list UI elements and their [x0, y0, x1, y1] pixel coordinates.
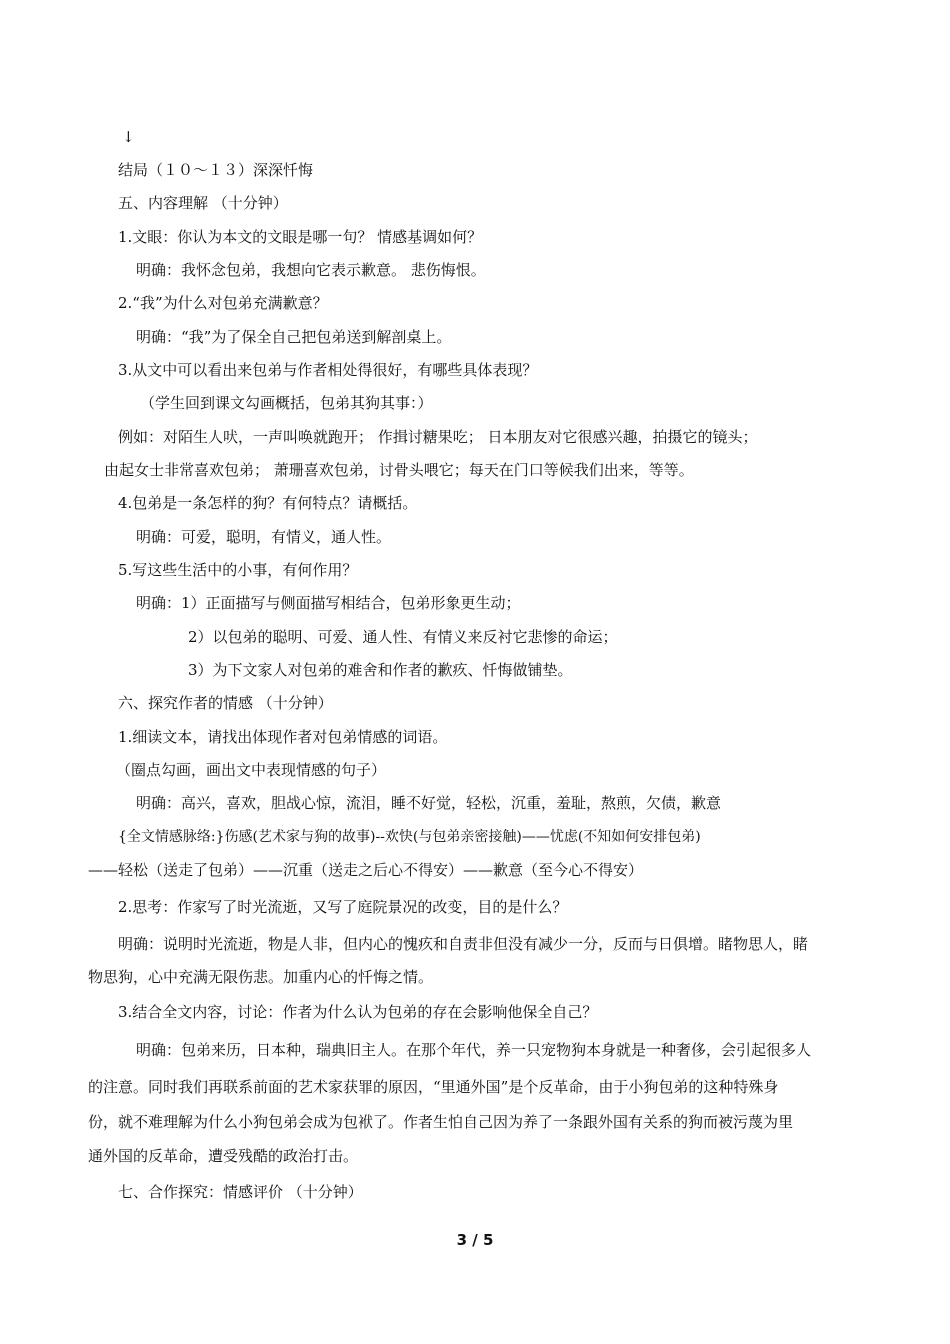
answer-line: 明确：说明时光流逝，物是人非，但内心的愧疚和自责非但没有减少一分，反而与日俱增。睹物思人，睹	[118, 935, 809, 953]
question-line: 2.思考：作家写了时光流逝，又写了庭院景况的改变，目的是什么？	[118, 898, 568, 916]
section-heading: 七、合作探究：情感评价 （十分钟）	[118, 1183, 363, 1201]
section-heading: 六、探究作者的情感 （十分钟）	[118, 694, 333, 712]
answer-line: 份，就不难理解为什么小狗包弟会成为包袱了。作者生怕自己因为养了一条跟外国有关系的狗而被污蔑为里	[88, 1113, 794, 1131]
text-line: {全文情感脉络:}伤感(艺术家与狗的故事)--欢快(与包弟亲密接触)——忧虑(不知如何安排包弟)	[118, 829, 701, 845]
answer-line: 通外国的反革命，遭受残酷的政治打击。	[88, 1147, 359, 1165]
text-line: 例如：对陌生人吠，一声叫唤就跑开； 作揖讨糖果吃； 日本朋友对它很感兴趣，拍摄它的镜头；	[118, 428, 758, 446]
question-line: 5.写这些生活中的小事，有何作用？	[118, 561, 358, 579]
answer-line: 明确：“我”为了保全自己把包弟送到解剖桌上。	[136, 328, 452, 346]
text-line: 结局（１０～１３）深深忏悔	[118, 161, 314, 179]
question-line: 1.文眼：你认为本文的文眼是哪一句？ 情感基调如何？	[118, 228, 483, 246]
question-line: 4.包弟是一条怎样的狗？有何特点？请概括。	[118, 494, 418, 512]
answer-line: 明确：可爱，聪明，有情义，通人性。	[136, 528, 392, 546]
text-line: （圈点勾画，画出文中表现情感的句子）	[116, 761, 387, 779]
text-line: 由起女士非常喜欢包弟； 萧珊喜欢包弟，讨骨头喂它；每天在门口等候我们出来，等等。	[104, 461, 694, 479]
text-line: ——轻松（送走了包弟）——沉重（送走之后心不得安）——歉意（至今心不得安）	[88, 861, 644, 879]
answer-line: 明确：1）正面描写与侧面描写相结合，包弟形象更生动；	[136, 594, 521, 612]
section-heading: 五、内容理解 （十分钟）	[118, 194, 288, 212]
arrow-line: ↓	[122, 128, 135, 146]
answer-line: 物思狗，心中充满无限伤悲。加重内心的忏悔之情。	[88, 968, 434, 986]
page-number: 3 / 5	[456, 1231, 494, 1249]
answer-line: 2）以包弟的聪明、可爱、通人性、有情义来反衬它悲惨的命运；	[188, 628, 618, 646]
answer-line: 3）为下文家人对包弟的难舍和作者的歉疚、忏悔做铺垫。	[188, 661, 573, 679]
question-line: 2.“我”为什么对包弟充满歉意？	[118, 294, 328, 312]
answer-line: 明确：我怀念包弟，我想向它表示歉意。 悲伤悔恨。	[136, 261, 486, 279]
question-line: 3.从文中可以看出来包弟与作者相处得很好，有哪些具体表现？	[118, 361, 538, 379]
answer-line: 的注意。同时我们再联系前面的艺术家获罪的原因，“里通外国”是个反革命，由于小狗包弟的这种特殊身	[88, 1078, 779, 1096]
answer-line: 明确：包弟来历，日本种，瑞典旧主人。在那个年代，养一只宠物狗本身就是一种奢侈，会引起很多人	[136, 1041, 812, 1059]
answer-line: 明确：高兴，喜欢，胆战心惊，流泪，睡不好觉，轻松，沉重，羞耻，熬煎，欠债，歉意	[136, 794, 722, 812]
question-line: 3.结合全文内容，讨论：作者为什么认为包弟的存在会影响他保全自己？	[118, 1003, 598, 1021]
question-line: 1.细读文本，请找出体现作者对包弟情感的词语。	[118, 728, 448, 746]
text-line: （学生回到课文勾画概括，包弟其狗其事：）	[140, 394, 433, 412]
